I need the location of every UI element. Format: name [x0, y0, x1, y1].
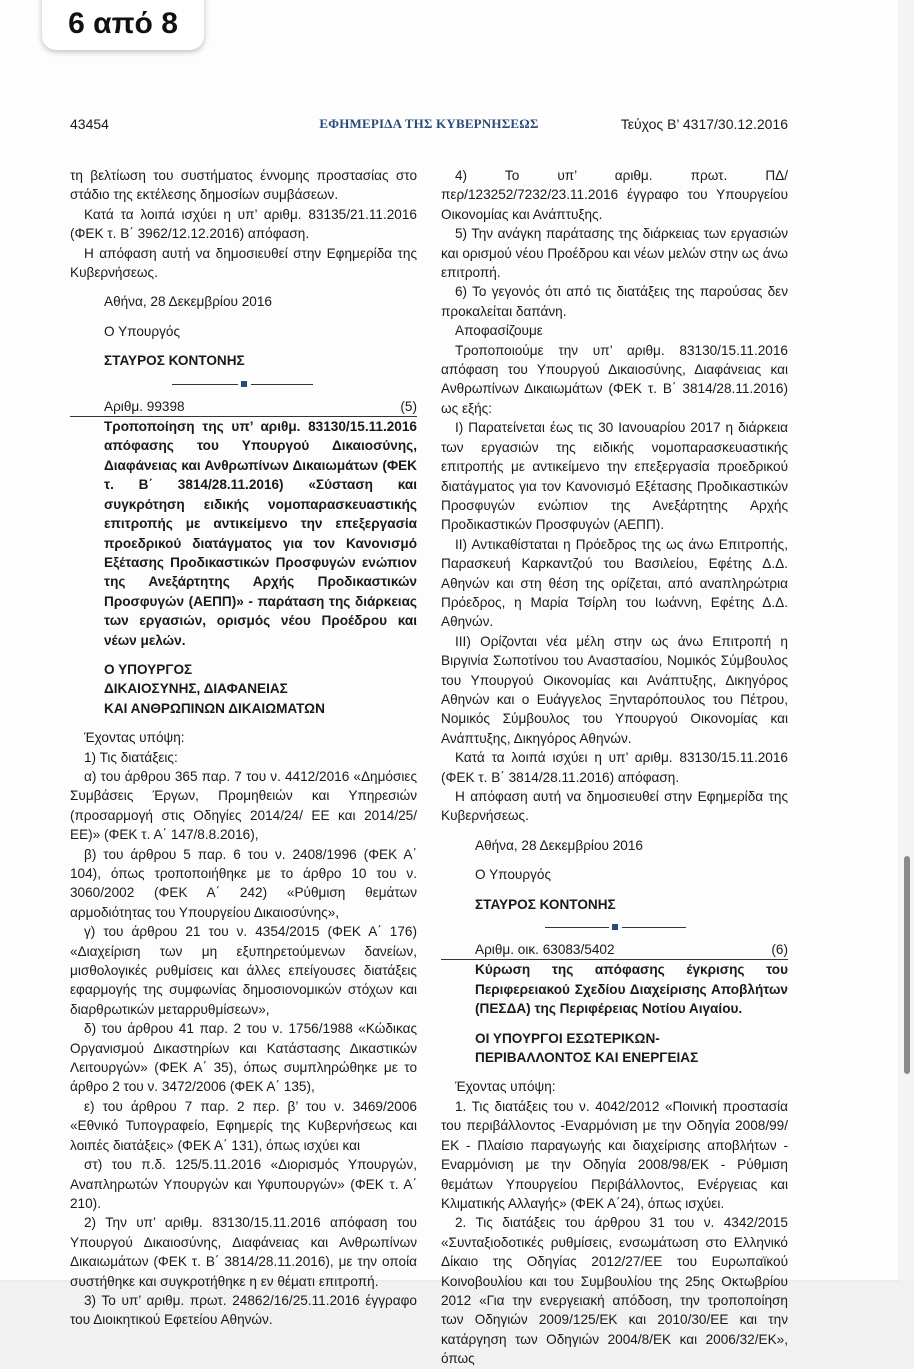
- decision-index: (6): [771, 942, 788, 958]
- paragraph: δ) του άρθρου 41 παρ. 2 του ν. 1756/1988 «Κώδικας Οργανισμού Δικαστηρίων και Κατάστασης Δικαστικών Λειτουργών» (ΦΕΚ Α΄ 35), όπως συμπληρώθηκε με το άρθρο 2 του ν. 3472/2006 (ΦΕΚ Α΄ 135),: [70, 1021, 417, 1095]
- page-indicator: 6 από 8: [42, 0, 204, 50]
- decision-number-text: Αριθμ. 99398: [104, 398, 185, 414]
- place-date: Αθήνα, 28 Δεκεμβρίου 2016: [475, 837, 643, 853]
- paragraph: 1) Τις διατάξεις:: [84, 749, 178, 765]
- decision-title: Τροποποίηση της υπ’ αριθμ. 83130/15.11.2016 απόφασης του Υπουργού Δικαιοσύνης, Διαφάνειας και Ανθρωπίνων Δικαιωμάτων (ΦΕΚ τ. Β΄ 3814/28.11.2016) «Σύσταση και συγκρότηση ειδικής νομοπαρασκευαστικής επιτροπής με αντικείμενο την επεξεργασία προεδρικού διατάγματος για τον Κανονισμό Εξέτασης Προδικαστικών Προσφυγών ενώπιον της Ανεξάρτητης Αρχής Προδικαστικών Προσφυγών (ΑΕΠΠ)» - παράταση της διάρκειας των εργασιών, ορισμός νέου Προέδρου και νέων μελών.: [104, 419, 417, 648]
- minister-name: ΣΤΑΥΡΟΣ ΚΟΝΤΟΝΗΣ: [475, 896, 616, 912]
- authority-line: ΟΙ ΥΠΟΥΡΓΟΙ ΕΣΩΤΕΡΙΚΩΝ-: [475, 1030, 660, 1046]
- left-column: [70, 166, 417, 1330]
- paragraph: α) του άρθρου 365 παρ. 7 του ν. 4412/2016 «Δημόσιες Συμβάσεις Έργων, Προμηθειών και Υπηρεσιών (προσαρμογή στις Οδηγίες 2014/24/ ΕΕ και 2014/25/ΕΕ)» (ΦΕΚ τ. Α΄ 147/8.8.2016),: [70, 768, 417, 843]
- paragraph: 5) Την ανάγκη παράτασης της διάρκειας των εργασιών και ορισμού νέου Προέδρου και νέων μελών στην ως άνω επιτροπή.: [441, 226, 788, 281]
- paragraph: 2) Την υπ’ αριθμ. 83130/15.11.2016 απόφαση του Υπουργού Δικαιοσύνης, Διαφάνειας και Ανθρωπίνων Δικαιωμάτων (ΦΕΚ τ. Β΄ 3814/28.11.2016), με την οποία συστήθηκε και συγκροτήθηκε η εν θέματι επιτροπή.: [70, 1215, 417, 1289]
- paragraph: γ) του άρθρου 21 του ν. 4354/2015 (ΦΕΚ Α΄ 176) «Διαχείριση των μη εξυπηρετούμενων δανείων, μισθολογικές ρυθμίσεις και άλλες επείγουσες διατάξεις εφαρμογής της συμφωνίας δημοσιονομικών στόχων και διαρθρωτικών μεταρρυθμίσεων»,: [70, 924, 417, 1017]
- paragraph: Έχοντας υπόψη:: [455, 1079, 556, 1095]
- decision-number: [441, 940, 788, 959]
- paragraph: Κατά τα λοιπά ισχύει η υπ’ αριθμ. 83135/21.11.2016 (ΦΕΚ τ. Β΄ 3962/12.12.2016) απόφαση.: [70, 206, 417, 242]
- authority-line: Ο ΥΠΟΥΡΓΟΣ: [104, 661, 193, 677]
- issue-info: Τεύχος Β’ 4317/30.12.2016: [620, 116, 788, 132]
- paragraph: Η απόφαση αυτή να δημοσιευθεί στην Εφημερίδα της Κυβερνήσεως.: [441, 789, 788, 824]
- paragraph: στ) του π.δ. 125/5.11.2016 «Διορισμός Υπουργών, Αναπληρωτών Υπουργών και Υφυπουργών» (ΦΕΚ τ. Α΄ 210).: [70, 1157, 417, 1211]
- gazette-title: ΕΦΗΜΕΡΙΔΑ ΤΗΣ ΚΥΒΕΡΝΗΣΕΩΣ: [319, 116, 539, 131]
- paragraph: 4) Το υπ’ αριθμ. πρωτ. ΠΔ/περ/123252/7232/23.11.2016 έγγραφο του Υπουργείου Οικονομίας και Ανάπτυξης.: [441, 168, 788, 222]
- section-separator: [441, 918, 788, 936]
- paragraph: 3) Το υπ’ αριθμ. πρωτ. 24862/16/25.11.2016 έγγραφο του Διοικητικού Εφετείου Αθηνών.: [70, 1292, 417, 1328]
- paragraph: Κατά τα λοιπά ισχύει η υπ’ αριθμ. 83130/15.11.2016 (ΦΕΚ τ. Β΄ 3814/28.11.2016) απόφαση.: [441, 750, 788, 785]
- paragraph: β) του άρθρου 5 παρ. 6 του ν. 2408/1996 (ΦΕΚ Α΄ 104), όπως τροποποιήθηκε με το άρθρο 10 του ν. 3060/2002 (ΦΕΚ Α΄ 242) «Ρύθμιση θεμάτων αρμοδιότητας του Υπουργείου Δικαιοσύνης»,: [70, 846, 417, 920]
- paragraph: Ι) Παρατείνεται έως τις 30 Ιανουαρίου 2017 η διάρκεια των εργασιών της ειδικής νομοπαρασκευαστικής επιτροπής με αντικείμενο την επεξεργασία προεδρικού διατάγματος για τον Κανονισμό Εξέτασης Προδικαστικών Προσφυγών ενώπιον της Ανεξάρτητης Αρχής Προδικαστικών Προσφυγών (ΑΕΠΠ).: [441, 420, 788, 533]
- paragraph: ΙΙΙ) Ορίζονται νέα μέλη στην ως άνω Επιτροπή η Βιργινία Σωποτίνου του Αναστασίου, Νομικός Σύμβουλος του Υπουργού Οικονομίας και Ανάπτυξης, Δικηγόρος Αθηνών και ο Ευάγγελος Ξηνταρόπουλος του Πέτρου, Νομικός Σύμβουλος του Υπουργού Οικονομίας και Ανάπτυξης, Δικηγόρος Αθηνών.: [441, 633, 788, 746]
- minister-label: Ο Υπουργός: [475, 867, 551, 883]
- minister-label: Ο Υπουργός: [104, 323, 180, 339]
- paragraph: Έχοντας υπόψη:: [84, 730, 185, 746]
- paragraph: 1. Τις διατάξεις του ν. 4042/2012 «Ποινική προστασία του περιβάλλοντος -Εναρμόνιση με την Οδηγία 2008/99/ ΕΚ - Πλαίσιο παραγωγής και διαχείρισης αποβλήτων - Εναρμόνιση με την Οδηγία 2008/98/ΕΚ - Ρύθμιση θεμάτων Υπουργείου Περιβάλλοντος, Ενέργειας και Κλιματικής Αλλαγής» (ΦΕΚ Α΄24), όπως ισχύει.: [441, 1098, 788, 1211]
- decision-title: Κύρωση της απόφασης έγκρισης του Περιφερειακού Σχεδίου Διαχείρισης Αποβλήτων (ΠΕΣΔΑ) της Περιφέρειας Νοτίου Αιγαίου.: [475, 962, 788, 1017]
- paragraph: ΙΙ) Αντικαθίσταται η Πρόεδρος της ως άνω Επιτροπής, Παρασκευή Καρκαντζού του Βασιλείου, Εφέτης Δ.Δ. Αθηνών και στη θέση της ορίζεται, από αναπληρώτρια Πρόεδρος, η Μαρία Τσίρλη του Ιωάννη, Εφέτης Δ.Δ. Αθηνών.: [441, 536, 788, 630]
- paragraph: τη βελτίωση του συστήματος έννομης προστασίας στο στάδιο της εκτέλεσης δημοσίων συμβάσεων.: [70, 168, 417, 203]
- decision-number: [70, 397, 417, 416]
- authority-line: ΠΕΡΙΒΑΛΛΟΝΤΟΣ ΚΑΙ ΕΝΕΡΓΕΙΑΣ: [475, 1050, 699, 1066]
- scrollbar[interactable]: [898, 0, 914, 1280]
- authority-line: ΔΙΚΑΙΟΣΥΝΗΣ, ΔΙΑΦΑΝΕΙΑΣ: [104, 681, 288, 697]
- page-header: [70, 116, 788, 136]
- place-date: Αθήνα, 28 Δεκεμβρίου 2016: [104, 294, 272, 310]
- scrollbar-thumb[interactable]: [904, 856, 910, 1074]
- right-column: [441, 166, 788, 1369]
- section-separator: [70, 375, 417, 393]
- paragraph: Τροποποιούμε την υπ’ αριθμ. 83130/15.11.2016 απόφαση του Υπουργού Δικαιοσύνης, Διαφάνειας και Ανθρωπίνων Δικαιωμάτων (ΦΕΚ τ. Β΄ 3814/28.11.2016) ως εξής:: [441, 342, 788, 416]
- authority-line: ΚΑΙ ΑΝΘΡΩΠΙΝΩΝ ΔΙΚΑΙΩΜΑΤΩΝ: [104, 700, 325, 716]
- decision-number-text: Αριθμ. οικ. 63083/5402: [475, 942, 615, 958]
- paragraph: Η απόφαση αυτή να δημοσιευθεί στην Εφημερίδα της Κυβερνήσεως.: [70, 245, 417, 281]
- page-number: 43454: [70, 116, 109, 132]
- paragraph: 2. Τις διατάξεις του άρθρου 31 του ν. 4342/2015 «Συνταξιοδοτικές ρυθμίσεις, ενσωμάτωση στο Ελληνικό Δίκαιο της Οδηγίας 2012/27/ΕΕ του Ευρωπαϊκού Κοινοβουλίου και του Συμβουλίου της 25ης Οκτωβρίου 2012 «Για την ενεργειακή απόδοση, την τροποποίηση των Οδηγιών 2009/125/ΕΚ και 2010/30/ΕΕ και την κατάργηση των Οδηγιών 2004/8/ΕΚ και 2006/32/ΕΚ», όπως: [441, 1215, 788, 1367]
- paragraph: ε) του άρθρου 7 παρ. 2 περ. β’ του ν. 3469/2006 «Εθνικό Τυπογραφείο, Εφημερίς της Κυβερνήσεως και λοιπές διατάξεις» (ΦΕΚ Α΄ 131), όπως ισχύει και: [70, 1098, 417, 1153]
- decision-index: (5): [400, 398, 417, 414]
- paragraph: Αποφασίζουμε: [455, 323, 543, 339]
- minister-name: ΣΤΑΥΡΟΣ ΚΟΝΤΟΝΗΣ: [104, 353, 245, 369]
- paragraph: 6) Το γεγονός ότι από τις διατάξεις της παρούσας δεν προκαλείται δαπάνη.: [441, 284, 788, 319]
